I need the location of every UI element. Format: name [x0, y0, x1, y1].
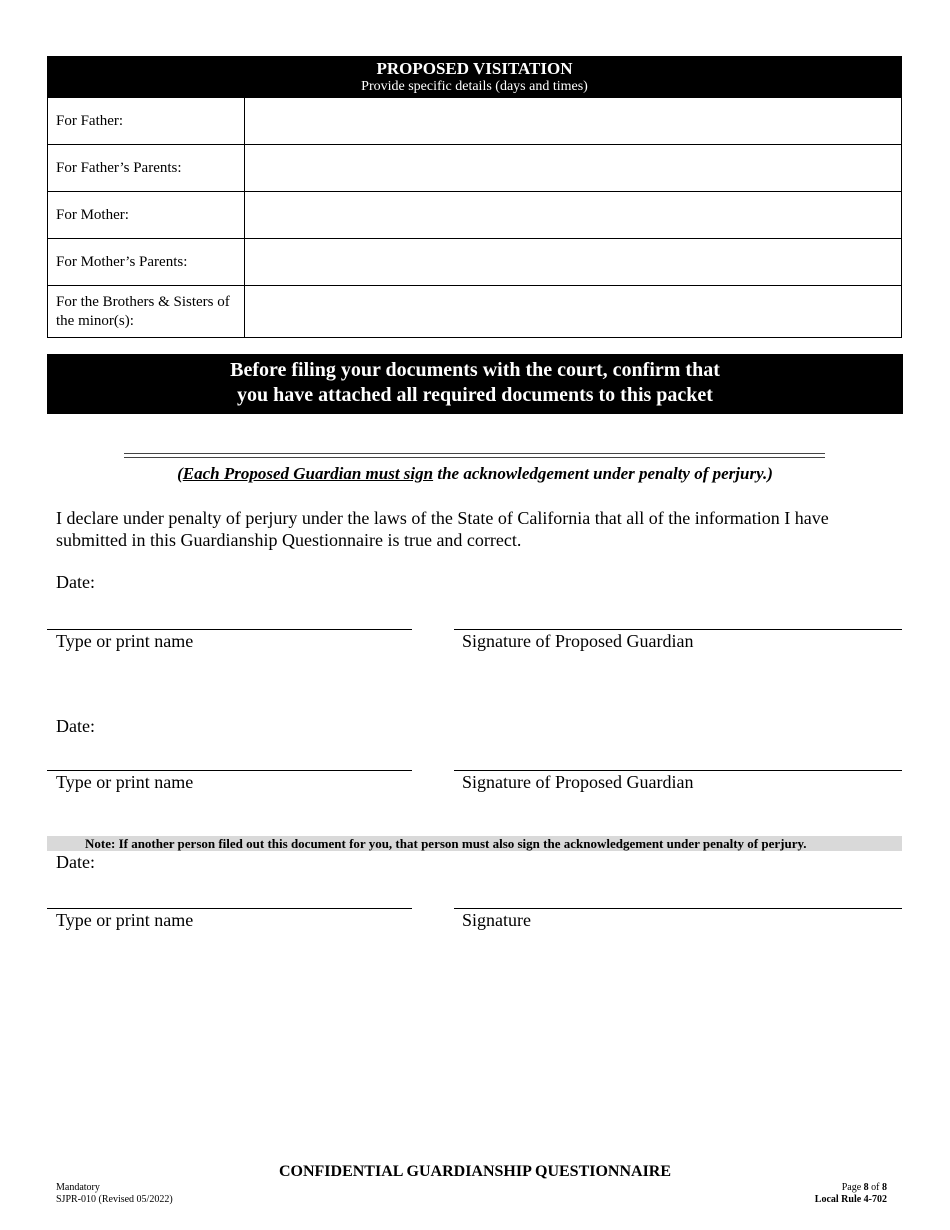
- banner-line-1: Before filing your documents with the court, confirm that: [230, 359, 720, 381]
- perjury-declaration: I declare under penalty of perjury under the laws of the State of California that all of the information I have submitted in this Guardianship Questionnaire is true and correct.: [56, 508, 829, 550]
- ack-rest: the acknowledgement under penalty of perjury.): [433, 464, 773, 483]
- name-label: Type or print name: [56, 772, 194, 792]
- page-prefix: Page: [841, 1182, 864, 1193]
- visitation-mother-field[interactable]: [245, 192, 901, 238]
- visitation-header: [48, 57, 901, 97]
- row-label: For Mother’s Parents:: [48, 239, 245, 285]
- row-label: For Father:: [48, 98, 245, 144]
- page-of: of: [868, 1182, 882, 1193]
- visitation-row-mother: [48, 191, 901, 238]
- visitation-row-siblings: [48, 285, 901, 337]
- date-label: Date:: [56, 716, 95, 736]
- page-total: 8: [882, 1182, 887, 1193]
- proposed-visitation-table: [47, 56, 902, 338]
- date-label: Date:: [56, 572, 95, 592]
- visitation-row-father: [48, 97, 901, 144]
- preparer-note: Note: If another person filed out this document for you, that person must also sign the acknowledgement under penalty of perjury.: [47, 836, 902, 851]
- row-label: For the Brothers & Sisters of the minor(s):: [48, 286, 245, 337]
- visitation-father-field[interactable]: [245, 98, 901, 144]
- visitation-siblings-field[interactable]: [245, 286, 901, 337]
- ack-open-paren: (: [177, 464, 183, 483]
- attach-documents-banner: [47, 354, 903, 414]
- double-divider: [124, 453, 825, 458]
- page-current: 8: [863, 1182, 869, 1193]
- visitation-row-fathers-parents: [48, 144, 901, 191]
- name-label: Type or print name: [56, 631, 194, 651]
- local-rule: Local Rule 4-702: [814, 1194, 887, 1205]
- visitation-row-mothers-parents: [48, 238, 901, 285]
- row-label: For Father’s Parents:: [48, 145, 245, 191]
- date-label: Date:: [56, 852, 95, 872]
- row-label: For Mother:: [48, 192, 245, 238]
- acknowledgement-instruction: [47, 464, 903, 484]
- visitation-subtitle: Provide specific details (days and times): [361, 79, 588, 94]
- visitation-mothers-parents-field[interactable]: [245, 239, 901, 285]
- visitation-title: PROPOSED VISITATION: [376, 59, 573, 78]
- name-label: Type or print name: [56, 910, 194, 930]
- form-title: CONFIDENTIAL GUARDIANSHIP QUESTIONNAIRE: [278, 1163, 672, 1180]
- signature-label: Signature of Proposed Guardian: [462, 631, 694, 651]
- form-id: SJPR-010 (Revised 05/2022): [56, 1194, 173, 1205]
- ack-underlined: Each Proposed Guardian must sign: [182, 464, 434, 483]
- signature-label: Signature of Proposed Guardian: [462, 772, 694, 792]
- page-number: [842, 1182, 887, 1194]
- mandatory-label: Mandatory: [56, 1182, 100, 1193]
- signature-label: Signature: [462, 910, 531, 930]
- banner-line-2: you have attached all required documents to this packet: [237, 384, 713, 406]
- visitation-fathers-parents-field[interactable]: [245, 145, 901, 191]
